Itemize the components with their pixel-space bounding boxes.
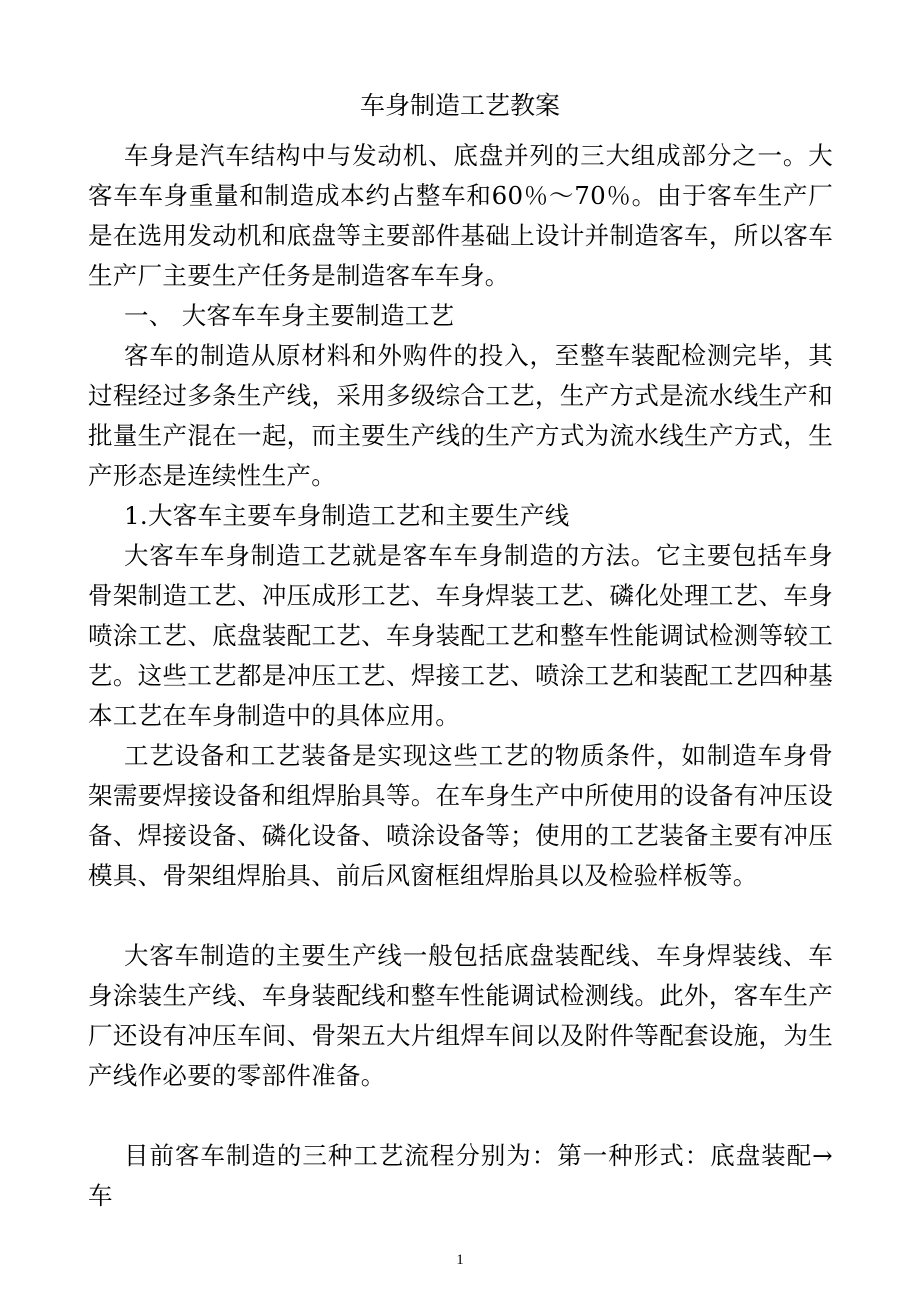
paragraph-processes: 大客车车身制造工艺就是客车车身制造的方法。它主要包括车身骨架制造工艺、冲压成形工艺、车身焊装工艺、磷化处理工艺、车身喷涂工艺、底盘装配工艺、车身装配工艺和整车性能调试检测等较工艺。这些工艺都是冲压工艺、焊接工艺、喷涂工艺和装配工艺四种基本工艺在车身制造中的具体应用。 [88, 541, 833, 730]
page-number: 1 [456, 1252, 464, 1268]
subsection-heading-1: 1.大客车主要车身制造工艺和主要生产线 [124, 501, 570, 530]
paragraph-equipment: 工艺设备和工艺装备是实现这些工艺的物质条件，如制造车身骨架需要焊接设备和组焊胎具等。在车身生产中所使用的设备有冲压设备、焊接设备、磷化设备、喷涂设备等；使用的工艺装备主要有冲压模具、骨架组焊胎具、前后风窗框组焊胎具以及检验样板等。 [88, 741, 833, 890]
paragraph-manufacturing: 客车的制造从原材料和外购件的投入，至整车装配检测完毕，其过程经过多条生产线，采用多级综合工艺，生产方式是流水线生产和批量生产混在一起，而主要生产线的生产方式为流水线生产方式，生产形态是连续性生产。 [88, 341, 833, 490]
paragraph-process-flow: 目前客车制造的三种工艺流程分别为：第一种形式：底盘装配→车 [88, 1141, 833, 1210]
paragraph-production-lines: 大客车制造的主要生产线一般包括底盘装配线、车身焊装线、车身涂装生产线、车身装配线和整车性能调试检测线。此外，客车生产厂还设有冲压车间、骨架五大片组焊车间以及附件等配套设施，为生产线作必要的零部件准备。 [88, 941, 833, 1090]
section-heading-1: 一、 大客车车身主要制造工艺 [124, 301, 455, 330]
document-title: 车身制造工艺教案 [359, 91, 560, 120]
paragraph-intro: 车身是汽车结构中与发动机、底盘并列的三大组成部分之一。大客车车身重量和制造成本约占整车和60％～70％。由于客车生产厂是在选用发动机和底盘等主要部件基础上设计并制造客车，所以客车生产厂主要生产任务是制造客车车身。 [88, 141, 833, 290]
